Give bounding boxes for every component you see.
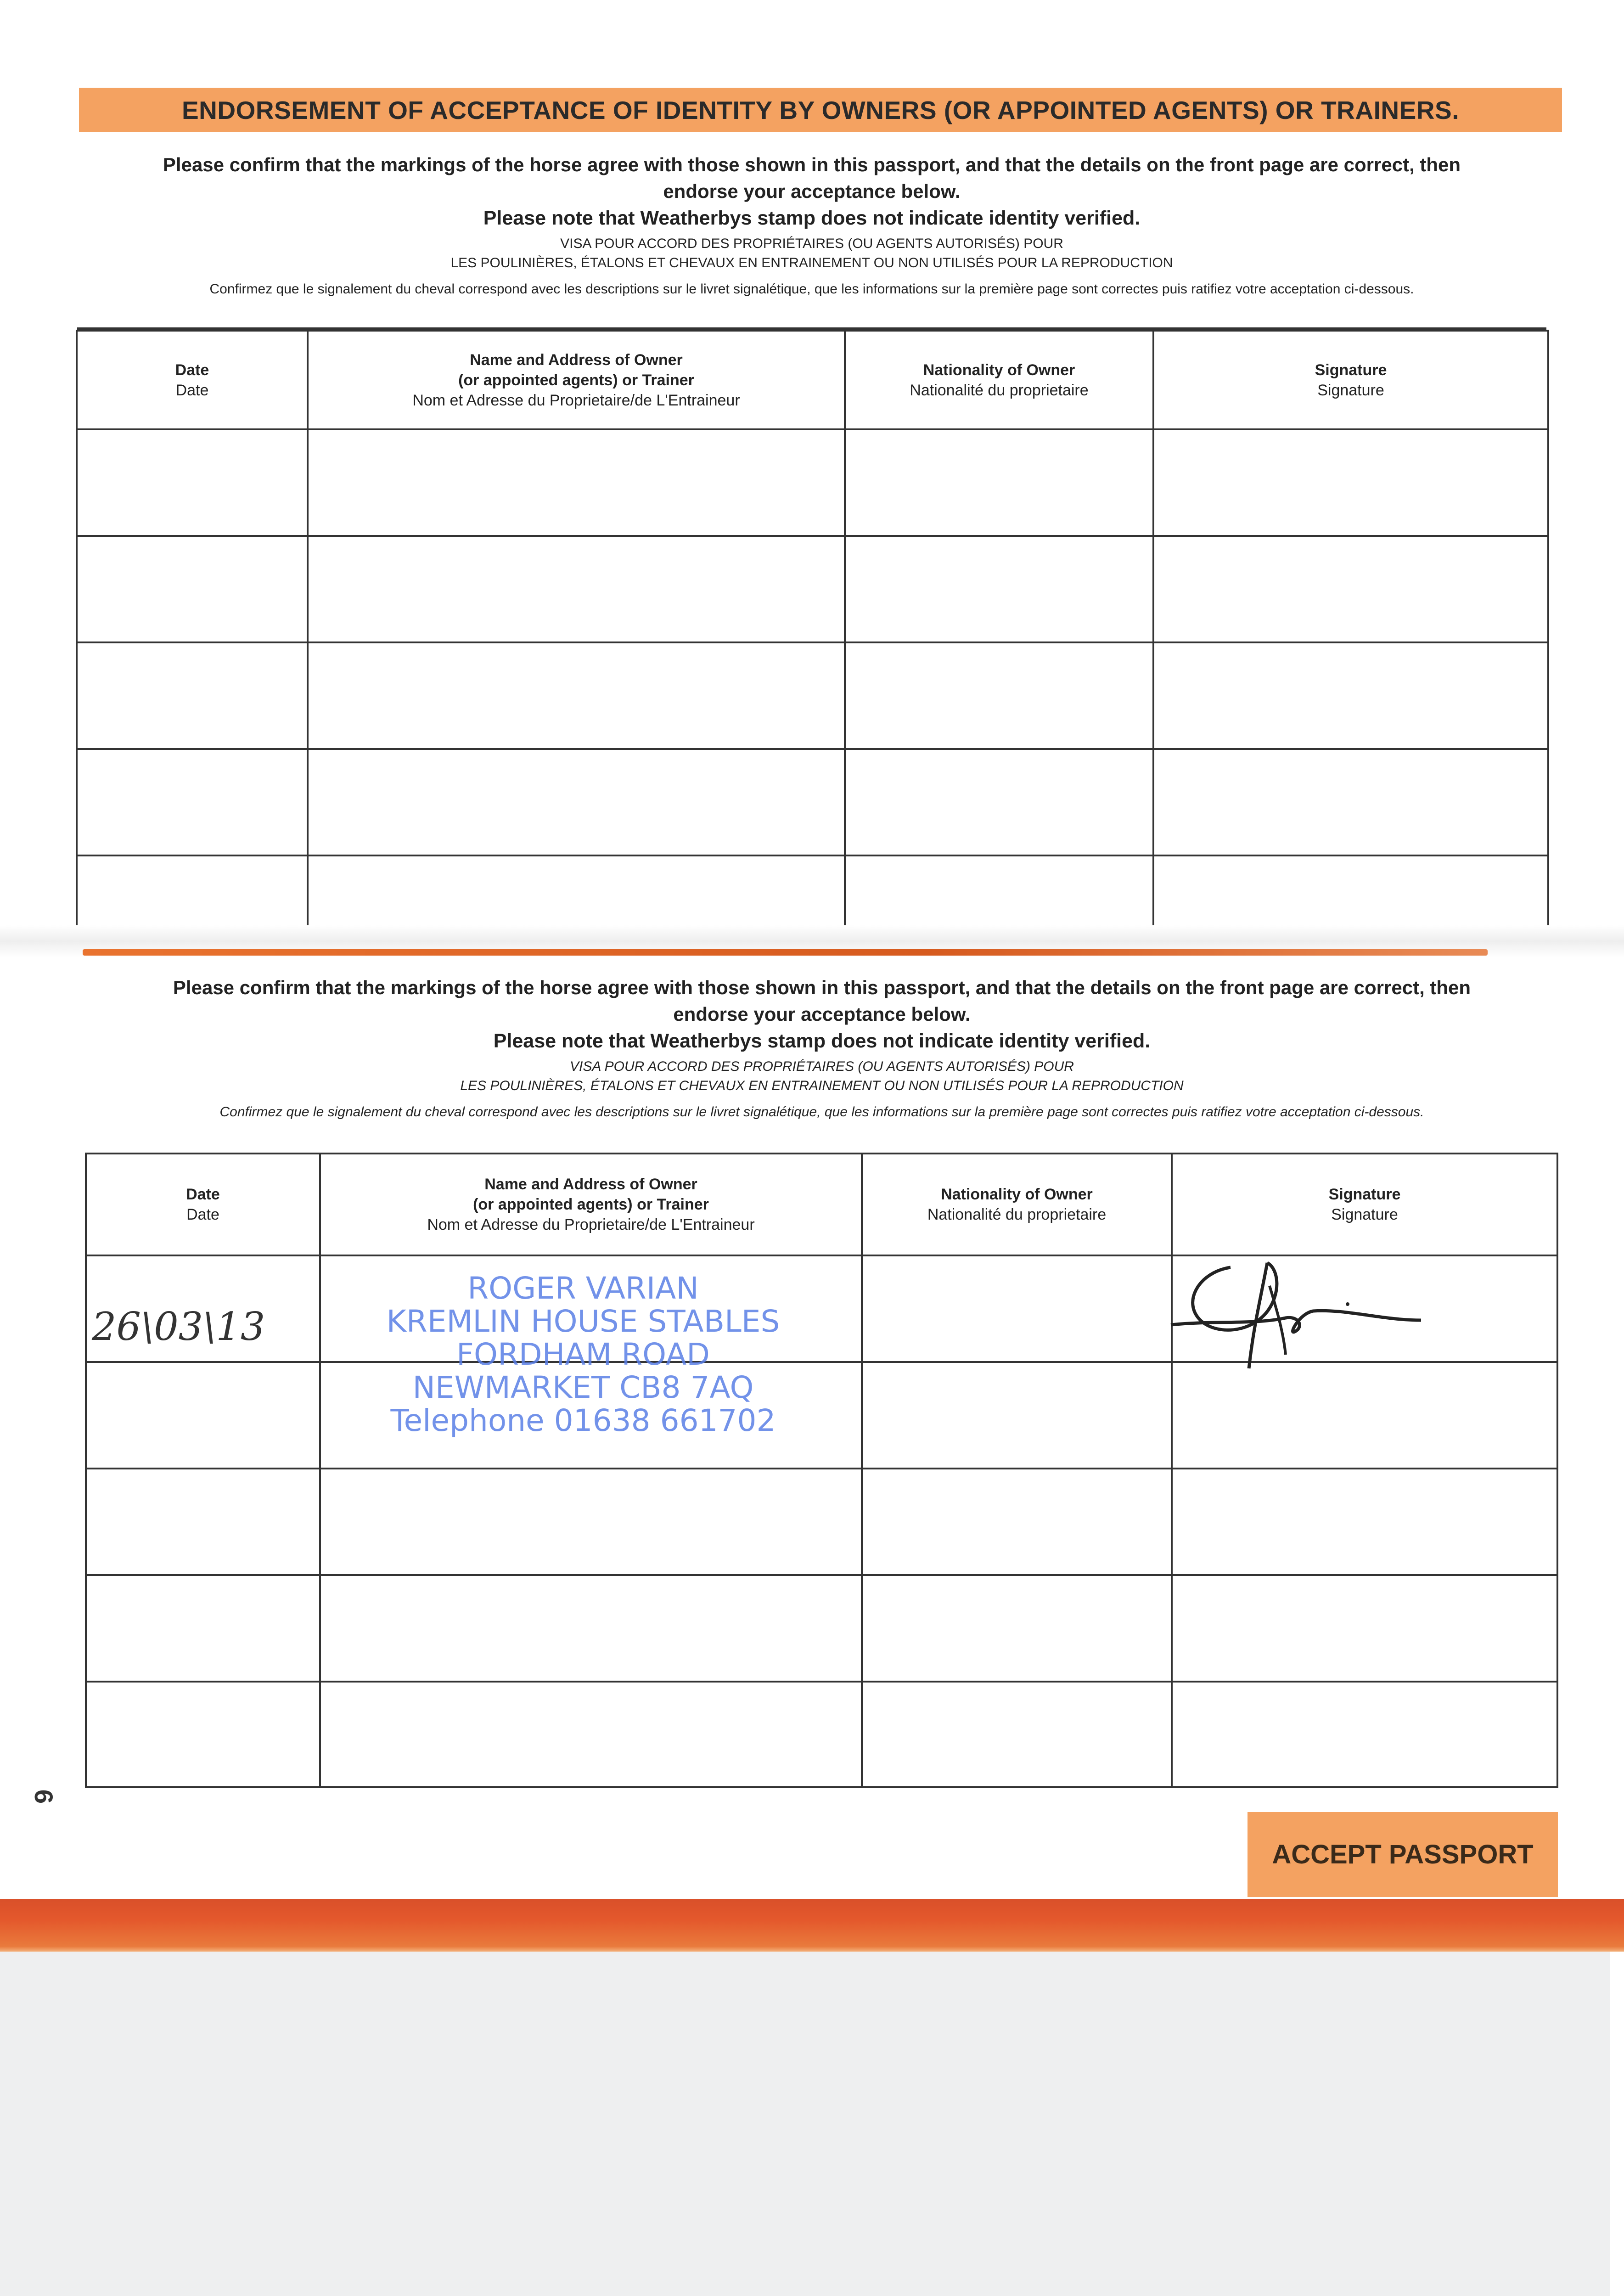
- page-number: 6: [29, 1789, 59, 1804]
- accept-passport-label: ACCEPT PASSPORT: [1272, 1840, 1534, 1869]
- table-row: [77, 642, 1548, 749]
- stamp-line: Telephone 01638 661702: [390, 1403, 776, 1438]
- header-signature: Signature Signature: [1153, 331, 1548, 429]
- endorsement-table-1: [76, 330, 1549, 946]
- header-date: Date Date: [77, 331, 308, 429]
- signature-cell[interactable]: [1172, 1469, 1557, 1575]
- nationality-cell[interactable]: [862, 1469, 1172, 1575]
- name-cell[interactable]: [320, 1575, 862, 1682]
- french-visa-line: LES POULINIÈRES, ÉTALONS ET CHEVAUX EN ENTRAINEMENT OU NON UTILISÉS POUR LA REPRODUCTION: [450, 255, 1173, 270]
- instructions-2: [64, 974, 1579, 1122]
- identity-note: Please note that Weatherbys stamp does not indicate identity verified.: [493, 1030, 1151, 1052]
- table-row: [77, 429, 1548, 536]
- nationality-cell[interactable]: [862, 1255, 1172, 1362]
- nationality-cell[interactable]: [845, 749, 1153, 855]
- instruction-line: Please confirm that the markings of the horse agree with those shown in this passport, and that the details on the front page are correct, then: [173, 977, 1471, 998]
- nationality-cell[interactable]: [845, 429, 1153, 536]
- trainer-stamp: [349, 1272, 817, 1437]
- header-signature: Signature Signature: [1172, 1154, 1557, 1255]
- handwritten-signature: [1162, 1217, 1428, 1382]
- name-cell[interactable]: [320, 1682, 862, 1787]
- name-cell[interactable]: [308, 429, 845, 536]
- date-cell[interactable]: [86, 1469, 320, 1575]
- french-confirm-line: Confirmez que le signalement du cheval correspond avec les descriptions sur le livret signalétique, que les informations sur la première page sont correctes puis ratifiez votre acceptation ci-dessous.: [209, 281, 1414, 297]
- scan-background: [0, 1952, 1624, 2296]
- header-nationality: Nationality of Owner Nationalité du proprietaire: [862, 1154, 1172, 1255]
- red-edge-band: [0, 1899, 1624, 1952]
- nationality-cell[interactable]: [845, 536, 1153, 642]
- date-cell[interactable]: [77, 749, 308, 855]
- header-name-address: Name and Address of Owner (or appointed agents) or Trainer Nom et Adresse du Proprietaire/de L'Entraineur: [320, 1154, 862, 1255]
- date-cell[interactable]: [86, 1575, 320, 1682]
- header-date: Date Date: [86, 1154, 320, 1255]
- table-row: [86, 1575, 1557, 1682]
- signature-cell[interactable]: [1153, 429, 1548, 536]
- french-confirm-line: Confirmez que le signalement du cheval correspond avec les descriptions sur le livret signalétique, que les informations sur la première page sont correctes puis ratifiez votre acceptation ci-dessous.: [219, 1104, 1424, 1120]
- accept-passport-button[interactable]: [1248, 1812, 1558, 1897]
- french-visa-line: VISA POUR ACCORD DES PROPRIÉTAIRES (OU AGENTS AUTORISÉS) POUR: [560, 236, 1063, 251]
- table-row: [86, 1682, 1557, 1787]
- table-row: [86, 1469, 1557, 1575]
- handwritten-date: 26\03\13: [92, 1304, 265, 1349]
- name-cell[interactable]: [320, 1469, 862, 1575]
- table-row: [77, 749, 1548, 855]
- header-nationality: Nationality of Owner Nationalité du proprietaire: [845, 331, 1153, 429]
- nationality-cell[interactable]: [845, 642, 1153, 749]
- nationality-cell[interactable]: [862, 1575, 1172, 1682]
- name-cell[interactable]: [308, 749, 845, 855]
- date-cell[interactable]: [86, 1682, 320, 1787]
- instruction-line: endorse your acceptance below.: [673, 1003, 971, 1025]
- date-cell[interactable]: [77, 642, 308, 749]
- table-row: [77, 536, 1548, 642]
- name-cell[interactable]: [308, 642, 845, 749]
- instruction-line: endorse your acceptance below.: [663, 180, 961, 202]
- name-cell[interactable]: [308, 536, 845, 642]
- nationality-cell[interactable]: [862, 1362, 1172, 1469]
- title-banner: [79, 88, 1562, 132]
- french-visa-line: LES POULINIÈRES, ÉTALONS ET CHEVAUX EN ENTRAINEMENT OU NON UTILISÉS POUR LA REPRODUCTION: [460, 1078, 1184, 1093]
- instruction-line: Please confirm that the markings of the horse agree with those shown in this passport, and that the details on the front page are correct, then: [163, 154, 1461, 175]
- signature-cell[interactable]: [1172, 1682, 1557, 1787]
- stamp-line: KREMLIN HOUSE STABLES: [386, 1304, 780, 1339]
- banner-title: ENDORSEMENT OF ACCEPTANCE OF IDENTITY BY OWNERS (OR APPOINTED AGENTS) OR TRAINERS.: [182, 96, 1459, 124]
- nationality-cell[interactable]: [862, 1682, 1172, 1787]
- stamp-line: NEWMARKET CB8 7AQ: [412, 1370, 754, 1405]
- signature-cell[interactable]: [1153, 536, 1548, 642]
- signature-cell[interactable]: [1153, 642, 1548, 749]
- french-visa-line: VISA POUR ACCORD DES PROPRIÉTAIRES (OU AGENTS AUTORISÉS) POUR: [570, 1059, 1074, 1074]
- table-header-row: [77, 331, 1548, 429]
- signature-cell[interactable]: [1153, 749, 1548, 855]
- date-cell[interactable]: [77, 429, 308, 536]
- fold-divider: [83, 949, 1488, 956]
- stamp-line: ROGER VARIAN: [467, 1271, 699, 1306]
- header-name-address: Name and Address of Owner (or appointed agents) or Trainer Nom et Adresse du Proprietaire/de L'Entraineur: [308, 331, 845, 429]
- signature-cell[interactable]: [1172, 1575, 1557, 1682]
- date-cell[interactable]: [86, 1362, 320, 1469]
- identity-note: Please note that Weatherbys stamp does not indicate identity verified.: [483, 207, 1141, 229]
- instructions-1: [54, 152, 1569, 299]
- date-cell[interactable]: [77, 536, 308, 642]
- stamp-line: FORDHAM ROAD: [456, 1337, 710, 1372]
